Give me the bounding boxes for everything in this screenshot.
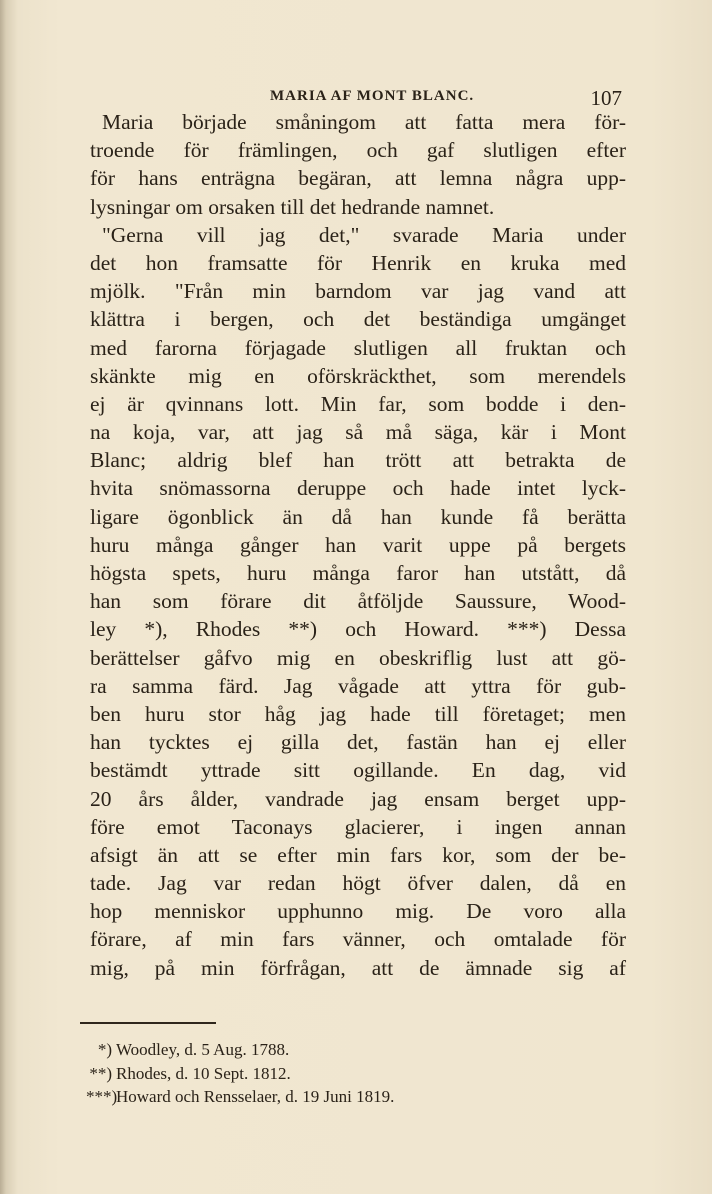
- text-line: hop menniskor upphunno mig. De voro alla: [90, 899, 626, 924]
- text-line: för hans enträgna begäran, att lemna några upp-: [90, 166, 626, 191]
- text-line: "Gerna vill jag det," svarade Maria under: [102, 222, 626, 247]
- text-line: tade. Jag var redan högt öfver dalen, då en: [90, 871, 626, 896]
- page-number: 107: [590, 86, 622, 110]
- text-line: hvita snömassorna deruppe och hade intet lyck-: [90, 476, 626, 501]
- text-line: lysningar om orsaken till det hedrande namnet.: [90, 194, 495, 219]
- text-line: han tycktes ej gilla det, fastän han ej eller: [90, 730, 626, 755]
- footnote: [86, 1085, 394, 1109]
- text-line: afsigt än att se efter min fars kor, som der be-: [90, 842, 626, 867]
- text-line: klättra i bergen, och det beständiga umgänget: [90, 307, 626, 332]
- footnote: [86, 1062, 394, 1086]
- text-line: 20 års ålder, vandrade jag ensam berget upp-: [90, 786, 626, 811]
- text-line: huru många gånger han varit uppe på bergets: [90, 532, 626, 557]
- text-line: högsta spets, huru många faror han utstått, då: [90, 561, 626, 585]
- text-line: mjölk. "Från min barndom var jag vand att: [90, 279, 626, 304]
- footnote: [86, 1038, 394, 1062]
- text-line: det hon framsatte för Henrik en kruka med: [90, 250, 626, 275]
- text-line: bestämdt yttrade sitt ogillande. En dag, vid: [90, 758, 626, 783]
- text-line: ligare ögonblick än då han kunde få berätta: [90, 504, 626, 529]
- text-line: berättelser gåfvo mig en obeskriflig lust att gö-: [90, 645, 626, 670]
- body-text: [90, 108, 626, 982]
- footnote-mark: ***): [86, 1087, 118, 1106]
- footnotes: [86, 1038, 394, 1109]
- text-line: Blanc; aldrig blef han trött att betrakta de: [90, 448, 626, 473]
- footnote-mark: **): [89, 1063, 112, 1083]
- text-line: ley *), Rhodes **) och Howard. ***) Dessa: [90, 617, 626, 642]
- running-title: MARIA AF MONT BLANC.: [270, 88, 475, 104]
- text-line: ra samma färd. Jag vågade att yttra för gub-: [90, 673, 626, 698]
- footnote-text: Woodley, d. 5 Aug. 1788.: [116, 1040, 290, 1059]
- footnote-mark: *): [97, 1040, 112, 1059]
- footnote-text: Howard och Rensselaer, d. 19 Juni 1819.: [116, 1087, 395, 1106]
- text-line: skänkte mig en oförskräckthet, som merendels: [90, 363, 626, 388]
- text-line: mig, på min förfrågan, att de ämnade sig af: [90, 955, 626, 980]
- text-line: Maria började småningom att fatta mera för-: [102, 110, 626, 134]
- footnote-text: Rhodes, d. 10 Sept. 1812.: [116, 1063, 291, 1083]
- text-line: ben huru stor håg jag hade till företaget; men: [90, 701, 626, 726]
- text-line: na koja, var, att jag så må säga, kär i Mont: [90, 420, 626, 445]
- text-line: förare, af min fars vänner, och omtalade för: [90, 927, 626, 952]
- text-line: med farorna förjagade slutligen all fruktan och: [90, 335, 626, 360]
- text-line: troende för främlingen, och gaf slutligen efter: [90, 138, 626, 163]
- footnote-rule: [80, 1022, 216, 1024]
- text-line: ej är qvinnans lott. Min far, som bodde i den-: [90, 391, 626, 416]
- text-line: före emot Taconays glacierer, i ingen annan: [90, 814, 626, 839]
- text-line: han som förare dit åtföljde Saussure, Wood-: [90, 589, 626, 614]
